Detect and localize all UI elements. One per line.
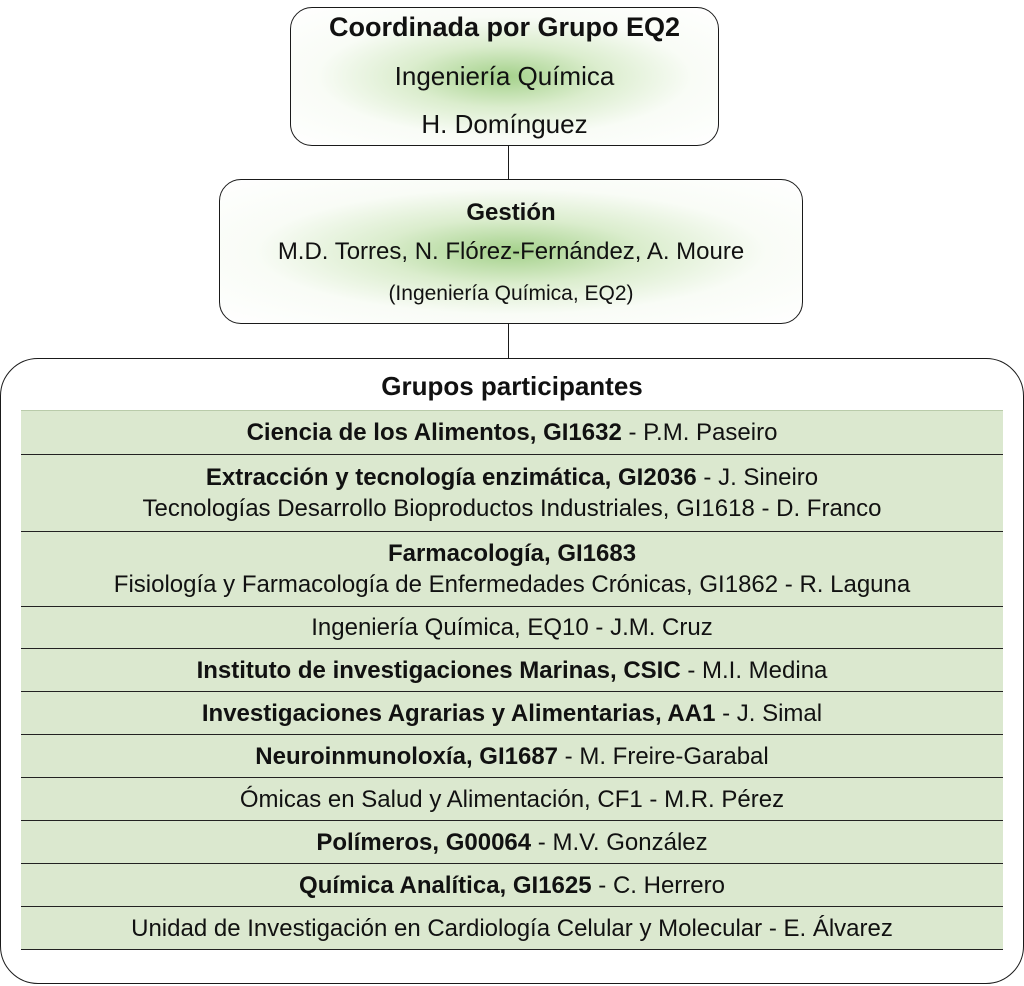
group-name: Instituto de investigaciones Marinas, CSIC	[196, 656, 681, 684]
group-line	[316, 827, 707, 858]
group-line	[388, 538, 636, 569]
coordinator-title: Coordinada por Grupo EQ2	[328, 12, 680, 42]
group-name: Polímeros, G00064	[316, 828, 532, 856]
group-row	[21, 821, 1003, 864]
group-line	[206, 462, 818, 493]
connector-line	[508, 146, 509, 179]
group-row	[21, 735, 1003, 778]
group-row	[21, 907, 1003, 950]
group-line	[311, 612, 712, 643]
group-lead: - M.I. Medina	[680, 656, 828, 684]
group-row	[21, 692, 1003, 735]
group-line	[299, 870, 725, 901]
group-row	[21, 607, 1003, 649]
group-row	[21, 532, 1003, 607]
group-lead: - R. Laguna	[778, 571, 911, 598]
group-row	[21, 649, 1003, 692]
group-line	[202, 698, 822, 729]
group-lead: - M.V. González	[531, 828, 708, 856]
group-row	[21, 410, 1003, 455]
coordinator-department: Ingeniería Química	[394, 61, 615, 91]
management-affiliation: (Ingeniería Química, EQ2)	[388, 282, 634, 305]
group-lead: - M. Freire-Garabal	[558, 742, 769, 770]
management-people: M.D. Torres, N. Flórez-Fernández, A. Moure	[277, 238, 745, 265]
group-name: Tecnologías Desarrollo Bioproductos Industriales, GI1618	[142, 495, 755, 522]
group-line	[240, 784, 784, 815]
group-line	[142, 493, 881, 524]
group-line	[197, 655, 828, 686]
coordinator-person: H. Domínguez	[421, 109, 588, 139]
group-lead: - J.M. Cruz	[588, 614, 713, 641]
coordinator-box	[290, 7, 719, 146]
group-row	[21, 778, 1003, 821]
groups-title: Grupos participantes	[381, 371, 643, 401]
connector-line	[508, 324, 509, 358]
group-lead: - D. Franco	[754, 495, 882, 522]
group-lead: - P.M. Paseiro	[621, 419, 778, 446]
group-name: Unidad de Investigación en Cardiología Celular y Molecular	[131, 914, 763, 942]
group-lead: - M.R. Pérez	[642, 785, 785, 813]
group-line	[255, 741, 768, 772]
group-name: Investigaciones Agrarias y Alimentarias, AA1	[201, 699, 716, 727]
group-name: Química Analítica, GI1625	[299, 871, 592, 899]
group-name: Ómicas en Salud y Alimentación, CF1	[239, 785, 643, 813]
group-name: Farmacología, GI1683	[387, 540, 637, 567]
group-name: Ciencia de los Alimentos, GI1632	[246, 419, 622, 446]
groups-table	[21, 410, 1003, 950]
group-line	[247, 417, 778, 448]
group-lead: - J. Sineiro	[696, 464, 819, 491]
group-name: Neuroinmunoloxía, GI1687	[255, 742, 559, 770]
group-line	[131, 913, 893, 944]
group-lead: - E. Álvarez	[762, 914, 893, 942]
group-lead: - J. Simal	[715, 699, 823, 727]
group-row	[21, 864, 1003, 907]
management-box	[219, 179, 803, 324]
group-row	[21, 455, 1003, 532]
group-name: Extracción y tecnología enzimática, GI2036	[205, 464, 697, 491]
group-name: Ingeniería Química, EQ10	[311, 614, 589, 641]
group-name: Fisiología y Farmacología de Enfermedades Crónicas, GI1862	[113, 571, 779, 598]
management-title: Gestión	[466, 199, 556, 226]
group-lead: - C. Herrero	[591, 871, 725, 899]
group-line	[114, 569, 910, 600]
